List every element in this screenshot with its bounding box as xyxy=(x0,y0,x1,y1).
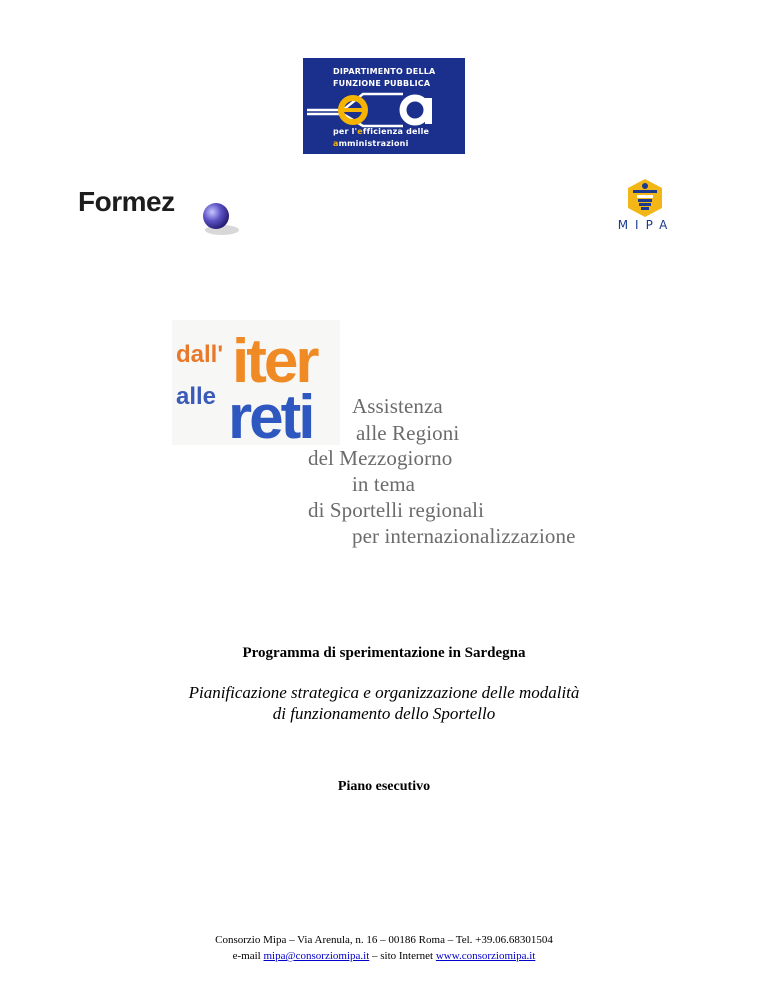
ea-logo-line3: per l'efficienza delle xyxy=(333,127,430,136)
mipa-wordmark: MIPA xyxy=(617,218,675,232)
globe-icon xyxy=(200,200,240,238)
subtitle-line1: Assistenza xyxy=(352,394,443,418)
hexagon-figure-icon xyxy=(625,178,665,218)
footer-address: Consorzio Mipa – Via Arenula, n. 16 – 00186 Roma – Tel. +39.06.68301504 xyxy=(215,934,553,946)
logo-word-reti: reti xyxy=(228,383,313,445)
subtitle-line6: per internazionalizzazione xyxy=(352,524,576,548)
ea-logo-line4: amministrazioni xyxy=(333,139,409,148)
footer-contacts xyxy=(0,950,768,962)
footer-email-label: e-mail xyxy=(232,950,264,962)
subtitle-line3: del Mezzogiorno xyxy=(308,446,453,470)
piano-esecutivo-heading: Piano esecutivo xyxy=(337,779,431,794)
subtitle-line2: alle Regioni xyxy=(356,421,460,445)
logo-word-alle: alle xyxy=(176,383,217,410)
footer-web-label: – sito Internet xyxy=(369,950,436,962)
iter-reti-wordmark xyxy=(172,320,340,445)
pianificazione-title-line1: Pianificazione strategica e organizzazione delle modalità xyxy=(188,683,580,702)
ea-logo xyxy=(303,58,465,154)
ea-logo-line2: FUNZIONE PUBBLICA xyxy=(333,79,431,88)
website-link[interactable]: www.consorziomipa.it xyxy=(435,950,536,962)
logo-word-iter: iter xyxy=(232,327,317,396)
ea-emblem-icon xyxy=(303,88,465,128)
formez-logo xyxy=(78,186,243,238)
ea-logo-line1: DIPARTIMENTO DELLA xyxy=(333,67,436,76)
email-link[interactable]: mipa@consorziomipa.it xyxy=(263,950,370,962)
logo-word-dall: dall' xyxy=(176,341,224,368)
iter-reti-logo xyxy=(172,320,340,445)
formez-wordmark: Formez xyxy=(78,186,175,217)
pianificazione-title-line2: di funzionamento dello Sportello xyxy=(272,704,496,723)
subtitle-line4: in tema xyxy=(352,472,416,496)
subtitle-line5: di Sportelli regionali xyxy=(308,498,485,522)
programma-heading: Programma di sperimentazione in Sardegna xyxy=(242,645,526,661)
mipa-logo xyxy=(600,176,692,236)
